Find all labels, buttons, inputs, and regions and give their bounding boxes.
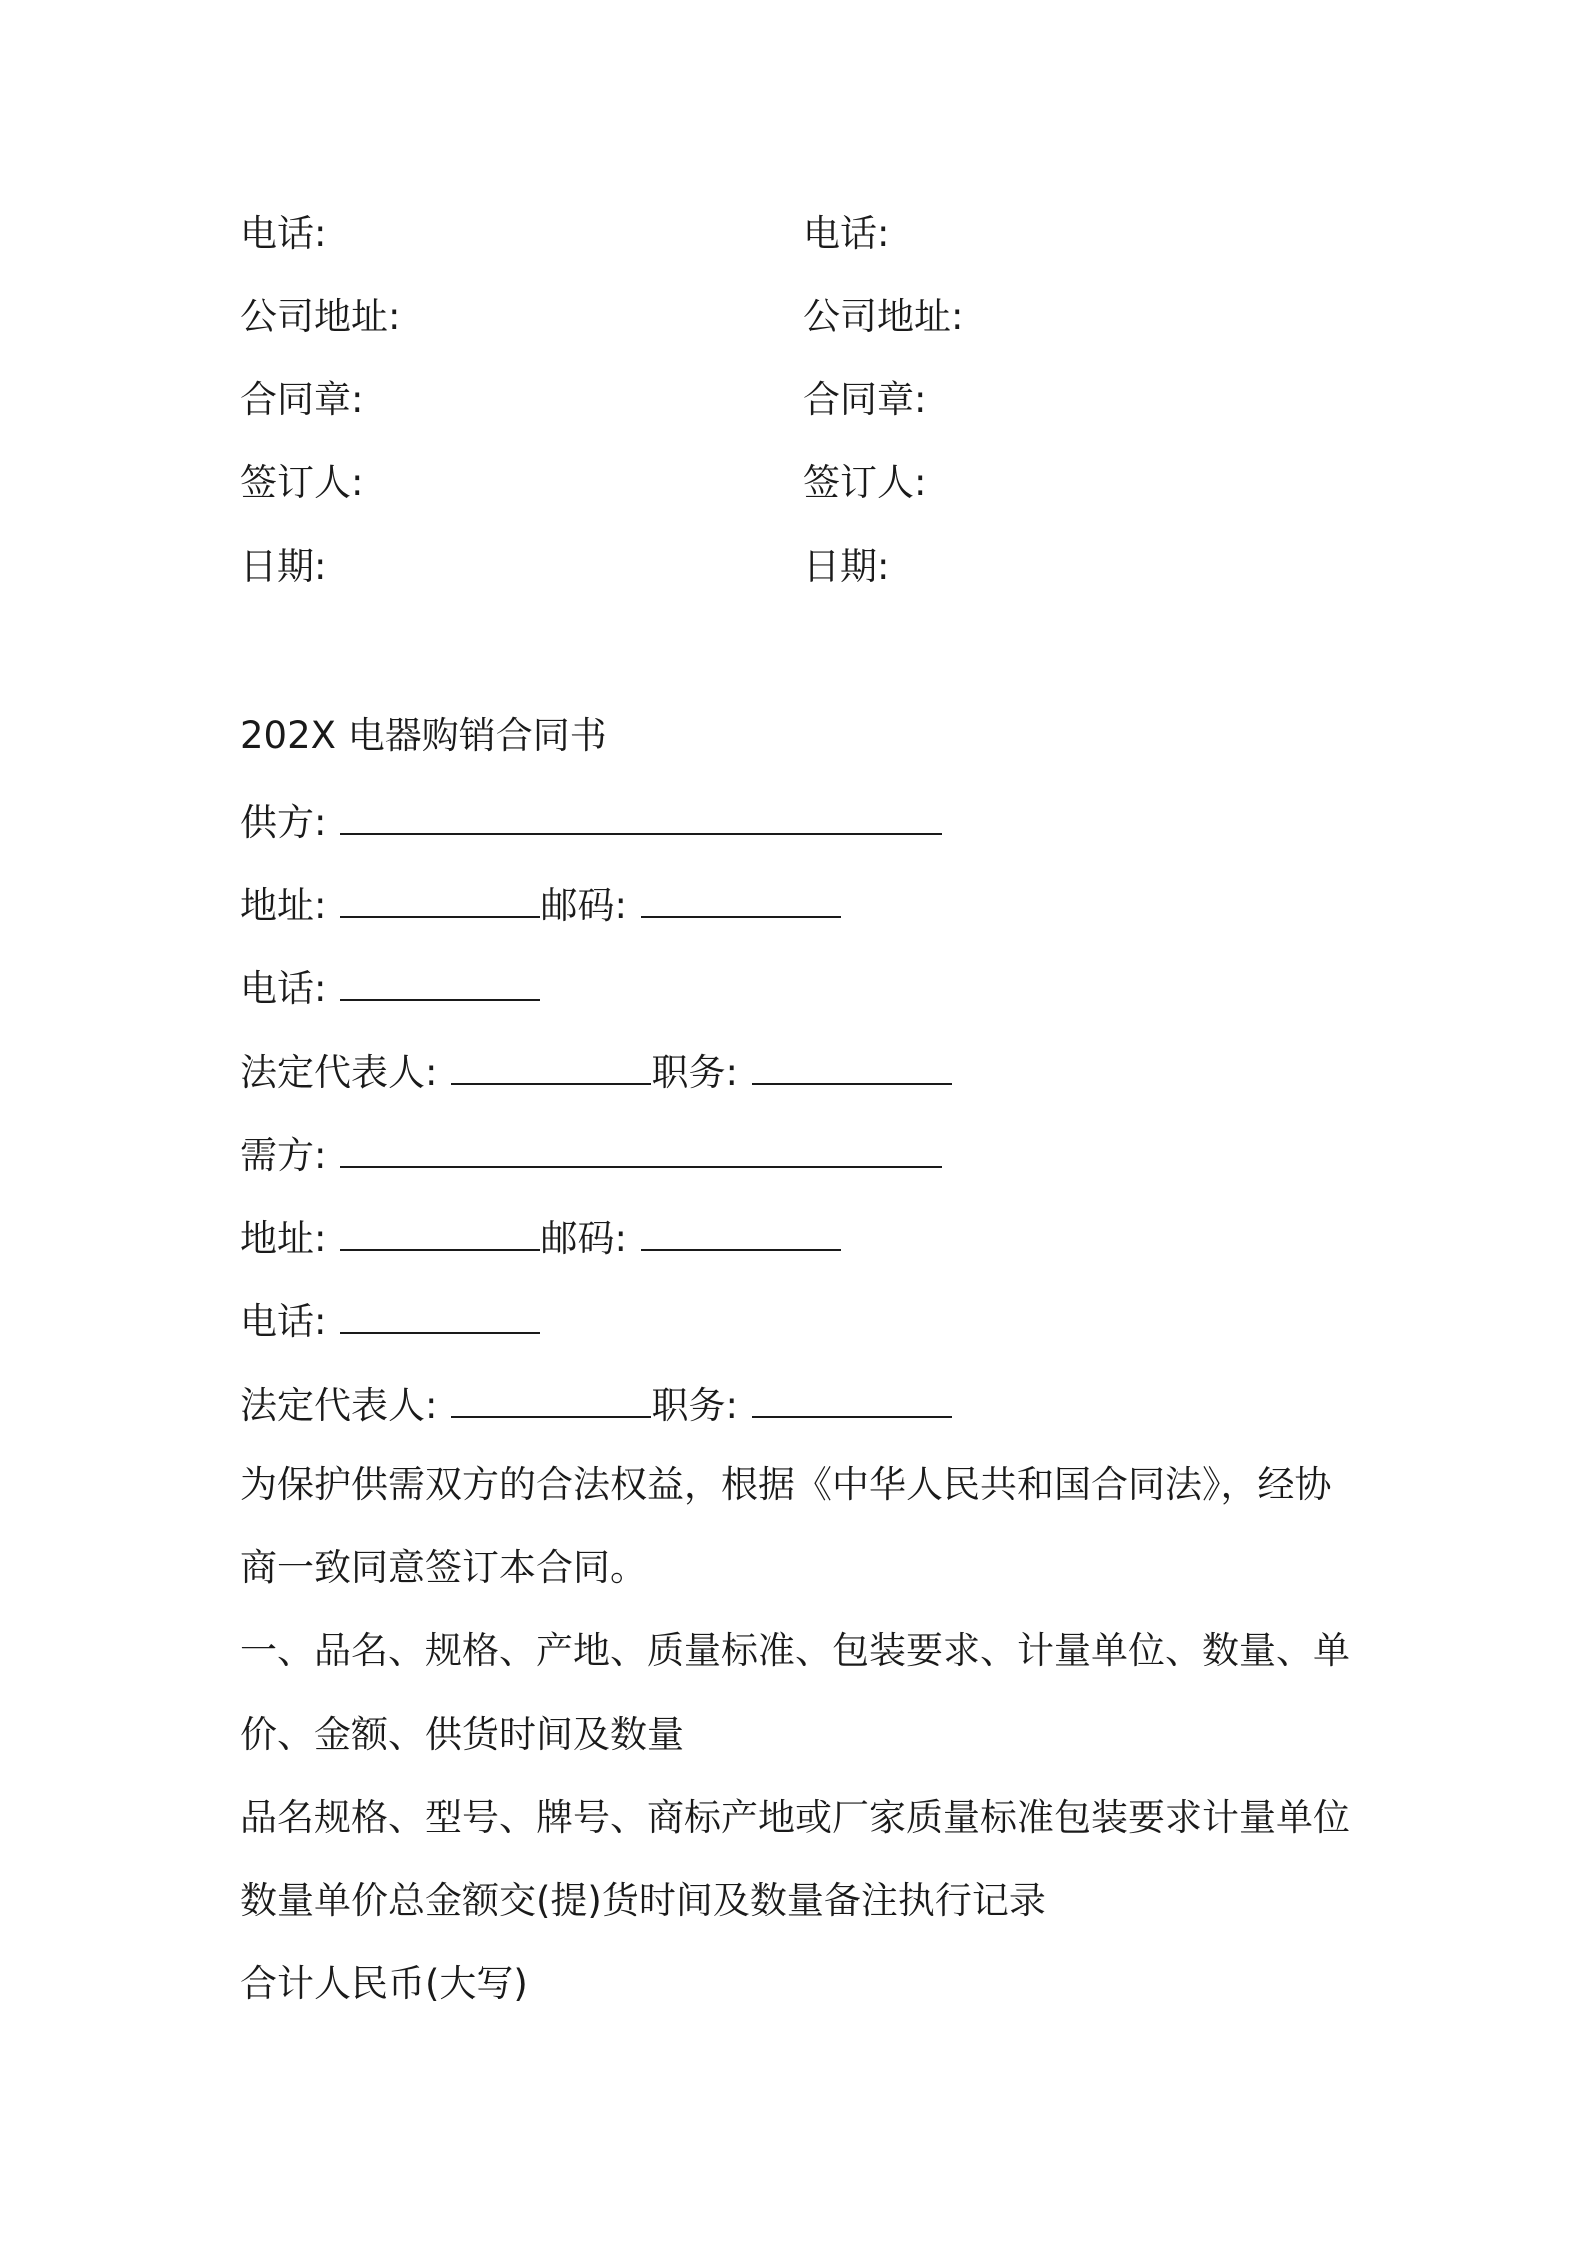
supplier-label: 供方:	[240, 801, 327, 844]
supplier-position-blank[interactable]	[752, 1047, 952, 1085]
right-date-label: 日期:	[803, 545, 890, 588]
supplier-rep-row	[240, 1047, 952, 1095]
supplier-address-row	[240, 880, 841, 928]
left-date-label: 日期:	[240, 545, 327, 588]
buyer-phone-row	[240, 1296, 540, 1344]
buyer-postcode-label: 邮码:	[540, 1217, 627, 1260]
left-phone-label: 电话:	[240, 212, 327, 255]
buyer-phone-label: 电话:	[240, 1300, 327, 1343]
table-header-line-1: 品名规格、型号、牌号、商标产地或厂家质量标准包装要求计量单位	[240, 1796, 1350, 1839]
supplier-row	[240, 797, 942, 845]
buyer-address-blank[interactable]	[340, 1213, 540, 1251]
supplier-rep-blank[interactable]	[451, 1047, 651, 1085]
right-company-address-label: 公司地址:	[803, 295, 964, 338]
table-header-line-2: 数量单价总金额交(提)货时间及数量备注执行记录	[240, 1879, 1046, 1922]
supplier-position-label: 职务:	[651, 1051, 738, 1094]
supplier-rep-label: 法定代表人:	[240, 1051, 438, 1094]
buyer-blank[interactable]	[340, 1130, 942, 1168]
supplier-blank[interactable]	[340, 797, 942, 835]
buyer-row	[240, 1130, 942, 1178]
intro-line-2: 商一致同意签订本合同。	[240, 1546, 647, 1589]
buyer-postcode-blank[interactable]	[641, 1213, 841, 1251]
buyer-rep-row	[240, 1380, 952, 1428]
right-phone-label: 电话:	[803, 212, 890, 255]
buyer-address-label: 地址:	[240, 1217, 327, 1260]
supplier-phone-row	[240, 963, 540, 1011]
buyer-rep-label: 法定代表人:	[240, 1384, 438, 1427]
intro-line-1: 为保护供需双方的合法权益，根据《中华人民共和国合同法》，经协	[240, 1463, 1332, 1506]
right-signatory-label: 签订人:	[803, 461, 927, 504]
buyer-position-blank[interactable]	[752, 1380, 952, 1418]
buyer-phone-blank[interactable]	[340, 1296, 540, 1334]
left-signatory-label: 签订人:	[240, 461, 364, 504]
buyer-address-row	[240, 1213, 841, 1261]
buyer-rep-blank[interactable]	[451, 1380, 651, 1418]
buyer-position-label: 职务:	[651, 1384, 738, 1427]
supplier-phone-blank[interactable]	[340, 963, 540, 1001]
right-contract-seal-label: 合同章:	[803, 378, 927, 421]
clause1-line-1: 一、品名、规格、产地、质量标准、包装要求、计量单位、数量、单	[240, 1629, 1350, 1672]
supplier-phone-label: 电话:	[240, 967, 327, 1010]
total-rmb-label: 合计人民币(大写)	[240, 1962, 528, 2005]
supplier-address-label: 地址:	[240, 884, 327, 927]
supplier-postcode-label: 邮码:	[540, 884, 627, 927]
contract-title: 202X 电器购销合同书	[240, 714, 607, 757]
left-contract-seal-label: 合同章:	[240, 378, 364, 421]
supplier-postcode-blank[interactable]	[641, 880, 841, 918]
left-company-address-label: 公司地址:	[240, 295, 401, 338]
supplier-address-blank[interactable]	[340, 880, 540, 918]
clause1-line-2: 价、金额、供货时间及数量	[240, 1713, 684, 1756]
buyer-label: 需方:	[240, 1134, 327, 1177]
